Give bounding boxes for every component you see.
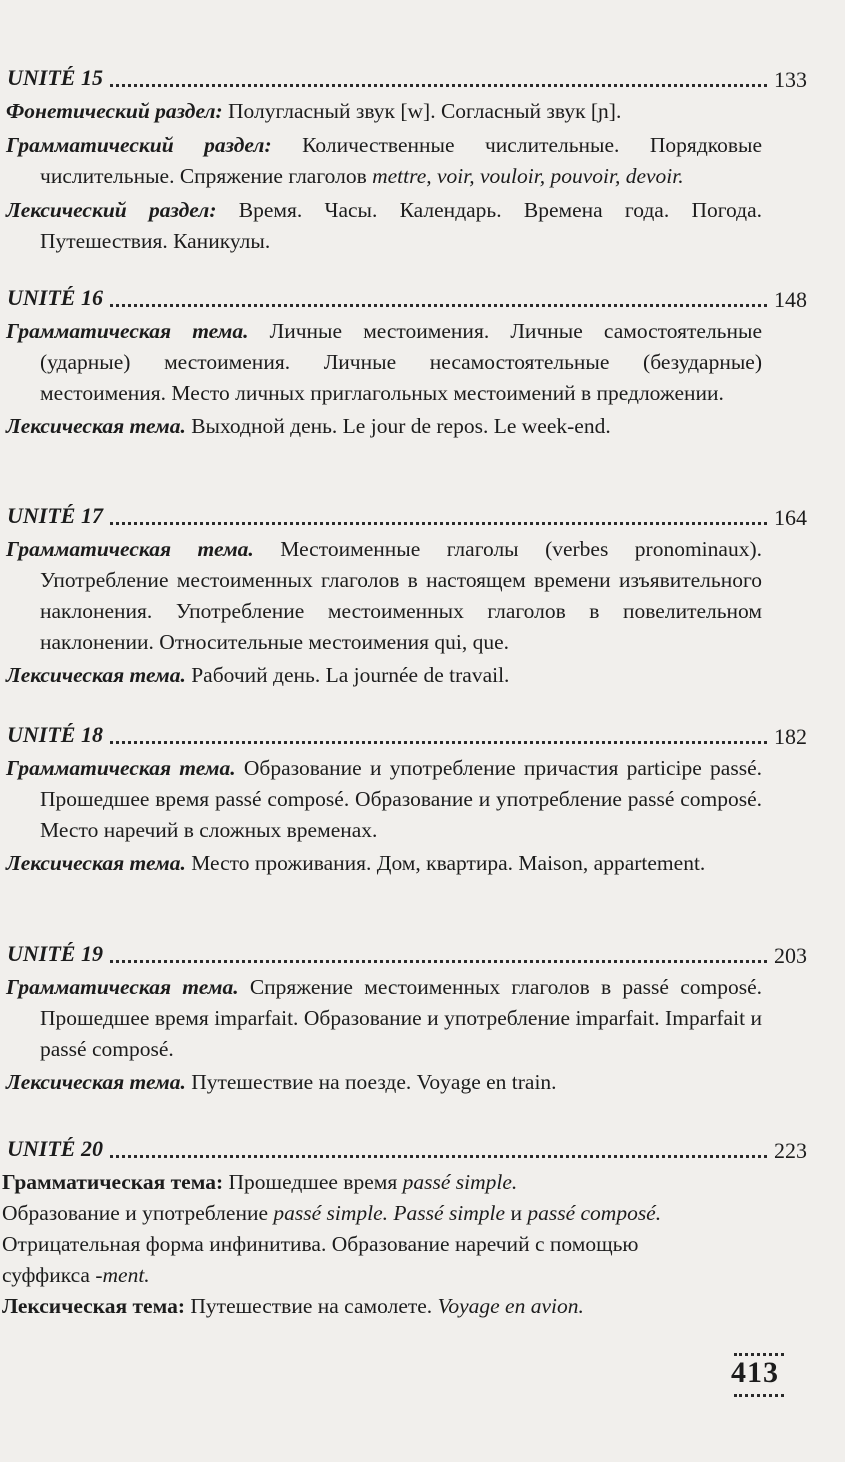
section-label: Грамматическая тема.	[6, 756, 236, 780]
section-text-italic: mettre, voir, vouloir, pouvoir, devoir.	[372, 164, 684, 188]
toc-line	[2, 1291, 845, 1322]
page-number: 148	[768, 282, 807, 318]
toc-paragraph	[0, 130, 762, 192]
page-number: 223	[768, 1133, 807, 1169]
section-text: Прошедшее время	[223, 1170, 403, 1194]
unit-title: UNITÉ 19	[7, 936, 107, 972]
section-text: Выходной день. Le jour de repos. Le week-end.	[185, 414, 611, 438]
section-label: Фонетический раздел:	[6, 99, 223, 123]
section-label: Лексическая тема:	[2, 1294, 186, 1318]
toc-paragraph	[0, 411, 762, 442]
section-text: Личные местоимения. Личные самостоятельные (ударные) местоимения. Личные несамостоятельные (безударные) местоимения. Место личных приглагольных местоимений в предложении.	[40, 319, 762, 405]
page-number: 164	[768, 500, 807, 536]
toc-paragraph	[0, 972, 762, 1065]
unit-title: UNITÉ 15	[7, 60, 107, 96]
folio-ornament-bottom	[734, 1394, 784, 1397]
section-text-italic: passé composé.	[527, 1201, 662, 1225]
toc-entry-unite-16	[0, 280, 845, 442]
section-text: Путешествие на самолете.	[185, 1294, 438, 1318]
toc-entry-unite-17	[0, 498, 845, 691]
toc-heading	[0, 717, 845, 753]
section-text: Время. Часы. Календарь. Времена года. Погода. Путешествия. Каникулы.	[40, 198, 762, 253]
page-number: 182	[768, 719, 807, 755]
toc-entry-unite-19	[0, 936, 845, 1098]
section-label: Лексическая тема.	[6, 851, 186, 875]
section-label: Грамматическая тема.	[6, 319, 249, 343]
section-text: Образование и употребление	[2, 1201, 274, 1225]
section-text-italic: passé simple. Passé simple	[273, 1201, 506, 1225]
section-label: Лексический раздел:	[6, 198, 217, 222]
toc-paragraph	[0, 1067, 762, 1098]
toc-paragraph	[0, 848, 762, 879]
toc-line	[2, 1260, 845, 1291]
section-text-italic: -ment.	[95, 1263, 150, 1287]
section-text: и	[505, 1201, 528, 1225]
section-text: Местоименные глаголы (verbes pronominaux). Употребление местоименных глаголов в настоящем времени изъявительного наклонения. Употребление местоименных глаголов в повелительном наклонении. Относительные местоимения qui, que.	[40, 537, 762, 654]
dot-leader	[110, 741, 767, 744]
toc-heading	[0, 1131, 845, 1167]
section-text: Полугласный звук [w]. Согласный звук [ɲ].	[222, 99, 622, 123]
toc-heading	[0, 280, 845, 316]
section-text-italic: passé simple.	[402, 1170, 518, 1194]
toc-paragraph	[0, 195, 762, 257]
section-label: Лексическая тема.	[6, 414, 186, 438]
dot-leader	[110, 304, 767, 307]
dot-leader	[110, 522, 767, 525]
dot-leader	[110, 1155, 767, 1158]
toc-entry-unite-18	[0, 717, 845, 879]
page-number: 133	[768, 62, 807, 98]
toc-heading	[0, 498, 845, 534]
toc-paragraph	[0, 753, 762, 846]
section-text: Количественные числительные. Порядковые числительные. Спряжение глаголов	[40, 133, 762, 188]
dot-leader	[110, 84, 767, 87]
toc-paragraph	[0, 96, 728, 127]
toc-paragraph	[0, 660, 762, 691]
toc-paragraph	[0, 1167, 845, 1322]
unit-title: UNITÉ 20	[7, 1131, 107, 1167]
toc-line	[2, 1229, 845, 1260]
toc-paragraph	[0, 316, 762, 409]
unit-title: UNITÉ 18	[7, 717, 107, 753]
section-text: Рабочий день. La journée de travail.	[185, 663, 510, 687]
page-number: 203	[768, 938, 807, 974]
toc-entry-unite-15	[0, 60, 845, 257]
section-label: Лексическая тема.	[6, 1070, 186, 1094]
toc-paragraph	[0, 534, 762, 658]
section-text: Спряжение местоименных глаголов в passé composé. Прошедшее время imparfait. Образование и употребление imparfait. Imparfait и passé composé.	[40, 975, 762, 1061]
section-text: суффикса	[2, 1263, 96, 1287]
section-text-italic: Voyage en avion.	[437, 1294, 584, 1318]
section-label: Грамматическая тема:	[2, 1170, 224, 1194]
toc-entry-unite-20	[0, 1131, 845, 1322]
toc-heading	[0, 936, 845, 972]
section-text: Отрицательная форма инфинитива. Образование наречий с помощью	[2, 1232, 639, 1256]
section-text: Образование и употребление причастия participe passé. Прошедшее время passé composé. Образование и употребление passé composé. Место наречий в сложных временах.	[40, 756, 762, 842]
section-label: Грамматический раздел:	[6, 133, 272, 157]
page-folio: 413	[731, 1356, 779, 1389]
unit-title: UNITÉ 17	[7, 498, 107, 534]
section-label: Грамматическая тема.	[6, 537, 254, 561]
toc-heading	[0, 60, 845, 96]
toc-line	[2, 1167, 845, 1198]
unit-title: UNITÉ 16	[7, 280, 107, 316]
section-text: Путешествие на поезде. Voyage en train.	[185, 1070, 557, 1094]
section-text: Место проживания. Дом, квартира. Maison, appartement.	[185, 851, 706, 875]
dot-leader	[110, 960, 767, 963]
section-label: Лексическая тема.	[6, 663, 186, 687]
section-label: Грамматическая тема.	[6, 975, 239, 999]
toc-line	[2, 1198, 845, 1229]
